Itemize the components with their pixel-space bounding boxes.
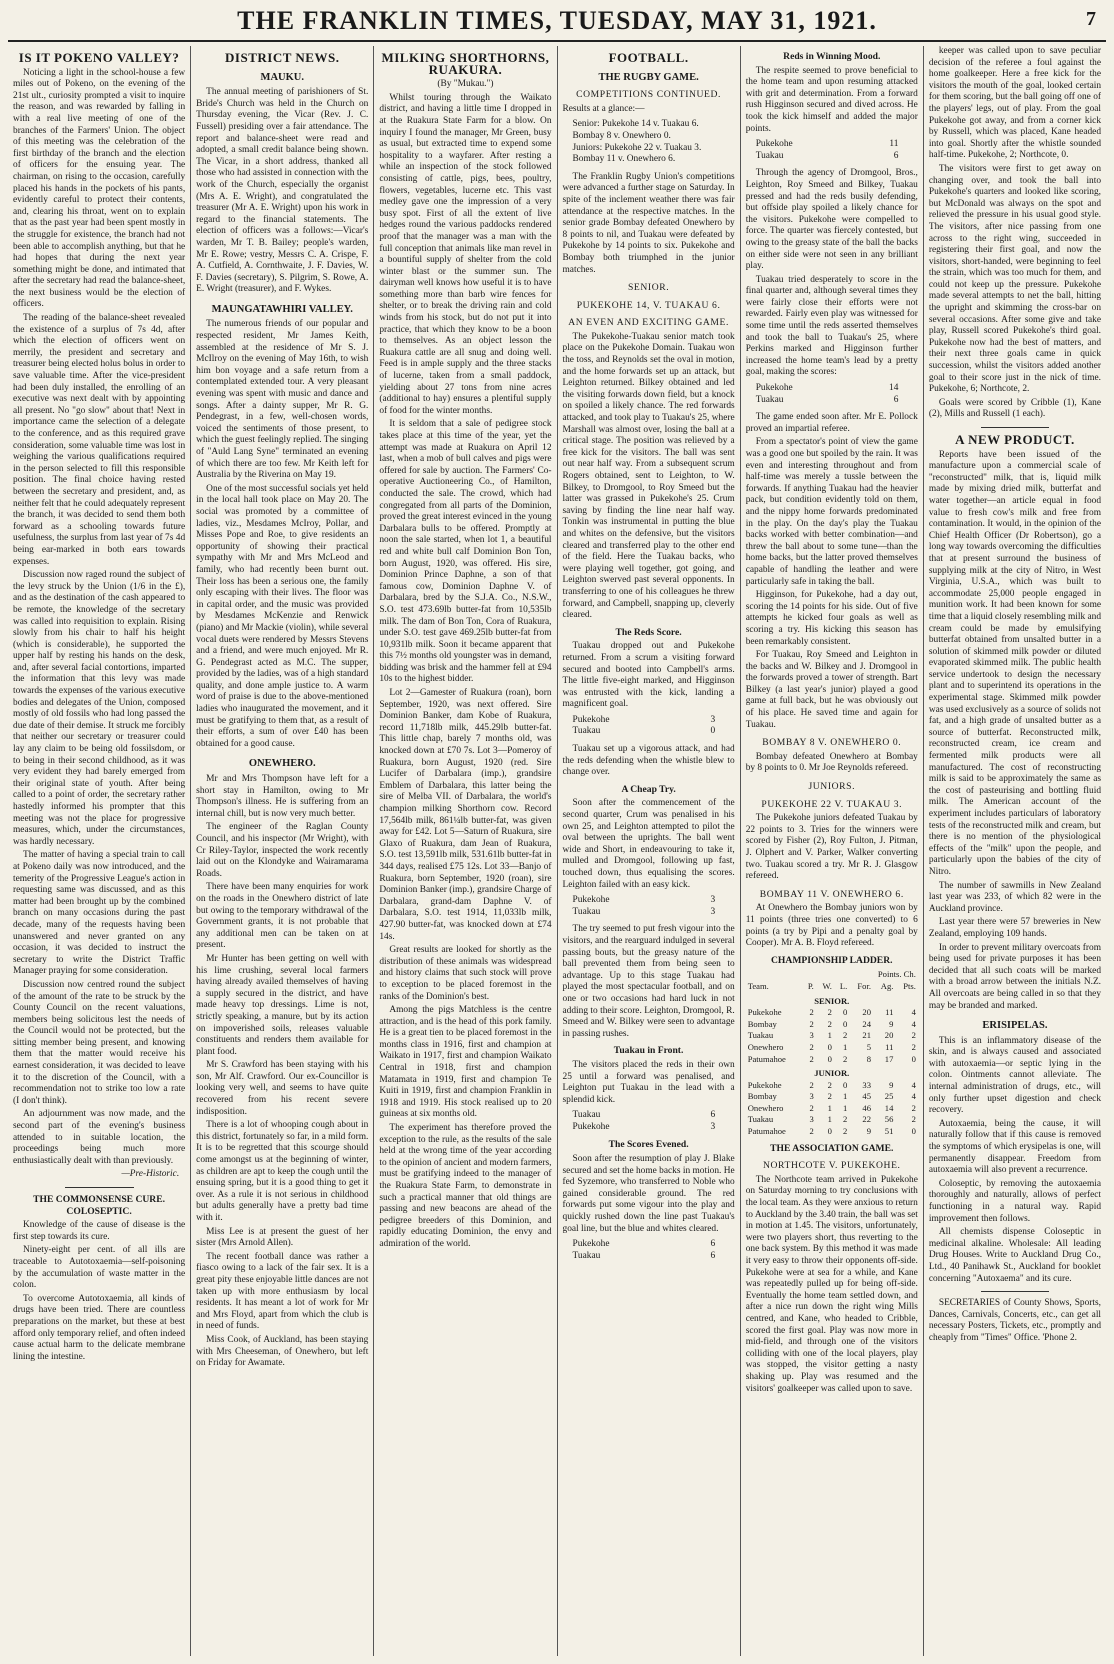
ladder-cell: 2: [843, 1030, 848, 1041]
score-block: [573, 715, 735, 738]
ladder-body: [746, 993, 918, 1138]
result-line: Bombay 8 v. Onewhero 0.: [572, 130, 671, 141]
paragraph: The reading of the balance-sheet revealed the existence of a surplus of 7s 4d, after which the election of officers went on merrily, the president and secretary and treasurer being elected holus bolus in order to save valuable time. After the vice-president had been duly installed, the enrolling of an executive was next dealt with by appointing all present. No "go slow" about that! Next in importance came the selection of a delegate to the conference, and as this required grave consideration, some valuable time was lost in weighing the various qualifications required in the person selected to fill this responsible position. The final choice having rested between the secretary and president, and, as neither felt that he could adequately represent the branch, it was decided to send them both forward as a schooling towards future usefulness, the surplus from last year of 7s 4d being ear-marked in both ears towards expenses.: [13, 313, 186, 567]
paragraph: To overcome Autotoxaemia, all kinds of drugs have been tried. There are countless preparations on the market, but these at best afford only temporary relief, and often indeed cause actual harm to the delicate membrane lining the intestine.: [13, 1293, 186, 1362]
ladder-cell: 2: [809, 1041, 814, 1052]
ladder-cell: 1: [843, 1091, 848, 1102]
score-line: [756, 383, 899, 395]
ladder-row: [746, 1091, 918, 1103]
section-subheading: SENIOR.: [627, 282, 670, 294]
paragraph: keeper was called upon to save peculiar decision of the referee a foul against the home goalkeeper. Here a free kick for the visitors the mouth of the goal, looked certain for them scoring, but the ball going off one of the players' legs, out of play. From the goal Pukekohe got away, and from a corner kick by Russell, which was placed, Kane headed into goal. Shortly after the whistle sounded half-time. Pukekohe, 2; Northcote, 0.: [928, 46, 1102, 161]
ladder-cell: 2: [911, 1114, 916, 1125]
ladder-cell: 4: [911, 1079, 916, 1090]
byline: (By "Mukau."): [437, 79, 494, 90]
ladder-cell: 2: [843, 1114, 848, 1125]
paragraph: The engineer of the Raglan County Council, and his inspector (Mr Wright), with Cr Riley-Taylor, inspected the work recently laid out on the Klondyke and Wairamarama Roads.: [196, 822, 369, 879]
masthead-title: THE FRANKLIN TIMES, TUESDAY, MAY 31, 1921.: [237, 6, 877, 35]
ladder-cell: 51: [884, 1126, 894, 1137]
score-points: 3: [710, 895, 716, 906]
score-line: [756, 139, 899, 151]
advert-heading: THE COMMONSENSE CURE. COLOSEPTIC.: [33, 1194, 166, 1217]
score-team: Pukekohe: [755, 139, 793, 150]
score-line: [756, 151, 899, 163]
ladder-cell: 0: [827, 1053, 832, 1064]
ladder-cell: 20: [862, 1007, 871, 1018]
paragraph: The number of sawmills in New Zealand last year was 233, of which 82 were in the Auckland province.: [928, 880, 1102, 914]
ladder-col-header: For.: [857, 980, 871, 991]
score-team: Tuakau: [755, 150, 784, 161]
score-team: Pukekohe: [572, 1239, 610, 1250]
column-6: [924, 46, 1106, 1656]
paragraph: Higginson, for Pukekohe, had a day out, scoring the 14 points for his side. Out of five attempts he kicked four goals as well as scoring a try. His kicking this season has been remarkably consistent.: [745, 590, 918, 647]
score-points: 6: [710, 1250, 716, 1261]
paragraph: Soon after the resumption of play J. Blake secured and set the home backs in motion. He fed Syzemore, who transferred to Noble who gained considerable ground. The red forwards put some vigour into the play and quickly rushed down the line past Tuakau's goal line, but the blue and whites cleared.: [562, 1154, 735, 1234]
crosshead: The Scores Evened.: [608, 1139, 689, 1151]
ladder-row: [746, 1019, 918, 1031]
paragraph: The annual meeting of parishioners of St. Bride's Church was held in the Church on Thursday evening, the Vicar (Rev. J. C. Fussell) presiding over a fair attendance. The report and balance-sheet were read and adopted, a small credit balance being shown. The Vicar, in a short address, thanked all those who had assisted in connection with the work of the Church, especially the organist (Mrs A. E. Wright), and congratulated the treasurer (Mr A. E. Wright) upon his work in regard to the financial statements. The election of officers was a follows:—Vicar's warden, Mr T. B. Bailey; people's warden, Mr E. Rowe; vestry, Messrs C. A. Crispe, F. A. Cutfield, A. Cornthwaite, J. F. Davies, W. F. Davies (secretary), S. Pilgrim, S. Rowe, A. E. Wright (treasurer), and F. Wykes.: [196, 87, 369, 295]
paragraph: Lot 2—Gamester of Ruakura (roan), born September, 1920, was next offered. Sire Dominion Banker, dam Kobe of Ruakura, record 11,718lb milk, 445.29lb butter-fat. This little chap, barely 7 months old, was knocked down at £70 7s. Lot 3—Pomeroy of Ruakura, born August, 1920 (red. Sire Lucifer of Darbalara (imp.), grandsire Emblem of Darbalara, this latter being the sire of Melba VII. of Darbalara, the world's champion milking Shorthorn cow. Record 17,564lb milk, 861¼lb butter-fat, was given away for £42. Lot 5—Saturn of Ruakura, sire Glaxo of Ruakura, dam Jean of Ruakura, S.O. test 13,591lb milk, 531.61lb butter-fat in 344 days, realised £75 12s. Lot 33—Banjo of Ruakura, born September, 1920 (roan), sire Dominion Banker (imp.), grandsire Charge of Darbalara, grand-dam Daphne V. of Darbalara, S.O. test 1914, 11,033lb milk, 427.90 butter-fat, was knocked down at £74 14s.: [379, 688, 552, 942]
score-points: 3: [710, 906, 716, 917]
match-heading: PUKEKOHE 14, V. TUAKAU 6.: [576, 299, 721, 311]
ladder-cell: 2: [809, 1102, 814, 1113]
paragraph: Through the agency of Dromgool, Bros., Leighton, Roy Smeed and Bilkey, Tuakau pressed and had the reds busily defending, but offside play spoiled a likely chance for the visitors. Pukekohe were compelled to force. The quarter was fiercely contested, but owing to the greasy state of the ball the backs on either side were not seen in any brilliant play.: [745, 168, 918, 272]
ladder-row: [746, 1030, 918, 1042]
ladder-cell: 1: [843, 1041, 848, 1052]
ladder-row: [746, 1103, 918, 1115]
score-line: [573, 1239, 716, 1251]
score-line: [756, 395, 899, 407]
ladder-col-header: Team.: [747, 980, 769, 991]
result-line: Bombay 11 v. Onewhero 6.: [572, 154, 676, 165]
ladder-cell: 4: [911, 1007, 916, 1018]
paragraph: The experiment has therefore proved the exception to the rule, as the results of the sale held at the wrong time of the year according to the opinion of ancient and modern farmers, must be gratifying indeed to the manager of the Ruakura State Farm, to demonstrate in such a practical manner that old things are passing and new beacons are ahead of the pedigree breeders of this Dominion, and rapidly educating Dominion, the envy and admiration of the world.: [379, 1123, 552, 1249]
score-points: 6: [893, 150, 899, 161]
score-line: [573, 907, 716, 919]
paragraph: All chemists dispense Coloseptic in medicinal alkaline. Wholesale: All leading Drug Houses. Write to Auckland Drug Co., Ltd., 40 Panihawk St., Auckland for booklet concerning "Autoxaema" and its cure.: [928, 1227, 1102, 1284]
ladder-cell: 0: [911, 1053, 916, 1064]
paragraph: The numerous friends of our popular and respected resident, Mr James Keith, assembled at the residence of Mr S. J. McIlroy on the evening of May 16th, to wish him bon voyage and a safe return from a contemplated extended tour. A very pleasant evening was spent with music and dance and songs. After a dainty supper, Mr R. G. Pendegrast, in a few, well-chosen words, voiced the sentiments of those present, to which the guest feelingly replied. The singing of "Auld Lang Syne" terminated an evening of which there are too few. Mr Keith left for Australia by the Riverina on May 19.: [196, 319, 369, 481]
ladder-cell: 2: [827, 1018, 832, 1029]
paragraph: There is a lot of whooping cough about in this district, fortunately so far, in a mild form. It is to be regretted that this scourge should come amongst us at the beginning of winter, as children are apt to keep the cough until the ensuing spring, but it is a good thing to get it over. As a rule it is not serious in childhood but adults generally have a pretty bad time with it.: [196, 1120, 369, 1223]
paragraph: This is an inflammatory disease of the skin, and is always caused and associated with autoxaemia—or septic lying in the colon. Ointments cannot alleviate. The internal administration of drugs, etc., will only further upset digestion and check recovery.: [928, 1035, 1102, 1116]
paragraph: Noticing a light in the school-house a few miles out of Pokeno, on the evening of the 21st ult., curiosity prompted a visit to inquire the reason, and was rewarded by falling in with a real live meeting of one of the branches of the Farmers' Union. The object of this meeting was the celebration of the first birthday of the branch and the election of officers for the ensuing year. The chairman, on rising to the occasion, carefully placed his hands in the pockets of his pants, evidently careful to protect their contents, and, clearing his throat, went on to explain that as the past year had been spent mostly in the struggle for existence, the branch had not been able to accomplish anything, but that he had hopes that during the next year something might be done, and intimated that after the secretary had read the balance-sheet, the next business would be the election of officers.: [13, 67, 186, 310]
ladder-group-label: JUNIOR.: [814, 1068, 850, 1079]
ladder-row: [746, 1042, 918, 1054]
ladder-cell: 2: [809, 1126, 814, 1137]
page-number: 7: [1086, 8, 1096, 30]
article-heading: DISTRICT NEWS.: [225, 50, 340, 65]
paragraph: Bombay defeated Onewhero at Bombay by 8 points to 0. Mr Joe Reynolds refereed.: [745, 751, 918, 774]
paragraph: Last year there were 57 breweries in New Zealand, employing 109 hands.: [928, 917, 1102, 939]
ladder-cell: 2: [911, 1030, 916, 1041]
paragraph: The visitors placed the reds in their own 25 until a forward was penalised, and Leighton put Tuakau in the lead with a splendid kick.: [562, 1059, 735, 1105]
paragraph: Tuakau tried desperately to score in the final quarter and, although several times they were fairly close their efforts were not rewarded. Fairly even play was witnessed for some time until the reds asserted themselves and took the ball to Tuakau's 25, where Perkins marked and Higginson further increased the home team's lead by a pretty goal, making the scores:: [745, 274, 918, 378]
score-line: [573, 726, 716, 738]
paragraph: Coloseptic, by removing the autoxaemia thoroughly and naturally, allows of perfect functioning in a natural way. Rapid improvement then follows.: [928, 1178, 1102, 1224]
column-2: [191, 46, 374, 1656]
masthead: [8, 6, 1106, 42]
ladder-cell: Pukekohe: [747, 1007, 782, 1018]
paragraph: The Pukekohe juniors defeated Tuakau by 22 points to 3. Tries for the winners were scored by Fisher (2), Roy Fulton, J. Pitman, J. Olphert and V. Parker, Walker converting two. Tuakau scored a try. Mr R. J. Glasgow refereed.: [745, 813, 918, 882]
ladder-col-header: W.: [822, 980, 832, 991]
ladder-cell: 1: [827, 1114, 832, 1125]
paragraph: Mr S. Crawford has been staying with his son, Mr Alf. Crawford. Our ex-Councillor is looking very well, and seems to have quite recovered from his recent severe indisposition.: [196, 1060, 369, 1117]
ladder-cell: 2: [809, 1007, 814, 1018]
ladder-cell: Tuakau: [747, 1030, 774, 1041]
score-team: Pukekohe: [755, 383, 793, 394]
score-team: Tuakau: [572, 1110, 601, 1121]
paragraph: Whilst touring through the Waikato district, and having a little time I dropped in at the Ruakura State Farm for a blow. On inquiry I found the manager, Mr Green, busy as usual, but extracted time to expend some hospitality to a wayfarer. After resting a while an inspection of the stock followed consisting of cattle, pigs, bees, poultry, flowers, vegetables, lucerne etc. This vast medley gave one the impression of a very busy spot. First of all the extent of live hedges round the various paddocks rendered proof that the manager was a man with the full conception that animals like man revel in a bountiful supply of shelter from the cold winter blast or the summer sun. The dairyman well knows how useful it is to have something more than barb wire fences for shelter, or to break the driving rain and cold winds from his stock, but do not put it into practice, that which they know to be a boon to themselves. As an object lesson the Ruakura cattle are all snug and doing well. Feed is in ample supply and the three stacks of lucerne, taken from a small paddock, yielding about 27 tons from nine acres (additional to hay) ensures a plentiful supply of food for the winter months.: [379, 92, 552, 416]
score-points: 14: [889, 383, 899, 394]
result-line: Senior: Pukekohe 14 v. Tuakau 6.: [572, 119, 699, 130]
score-points: 6: [710, 1110, 716, 1121]
paragraph: Miss Cook, of Auckland, has been staying with Mrs Cheeseman, of Onewhero, but left on Friday for Awamate.: [196, 1334, 369, 1369]
score-line: [573, 1122, 716, 1134]
paragraph: Reports have been issued of the manufacture upon a commercial scale of "reconstructed" milk, that is, liquid milk made by mixing dried milk, butterfat and water together—an article equal in food value to fresh cow's milk and free from contamination. It would, in the opinion of the Chief Health Officer (Dr Robertson), go a long way towards overcoming the difficulties that at present surround the business of supplying milk at the city of Nitro, in West Virginia, U.S.A., which was built to accommodate 25,000 people engaged in munition work. It had been known for some time that a liquid closely resembling milk and cream could be made by emulsifying butterfat obtained from unsalted butter in a solution of skimmed milk powder or diluted evaporated skimmed milk. The public health service undertook to design the necessary plant and to superintend its operations in the experimental stage. Skimmed milk powder was used exclusively as a source of solids not fat, and a high grade of unsalted butter as a source of butterfat. Reconstructed milk, reconstructed cream, ice cream and fermented milk products were all manufactured. The cost of reconstructing milk is said to be approximately the same as the cost of pasteurising and bottling fluid milk. The American account of the experiment includes particulars of laboratory tests of the reconstructed milk and cream, but there is no mention of the physiological effects of the "milk" upon the people, and particularly upon the babies of the city of Nitro.: [928, 449, 1102, 877]
paragraph: At Onewhero the Bombay juniors won by 11 points (three tries one converted) to 6 points (a try by Pipi and a penalty goal by Cooper). Mr A. B. Floyd refereed.: [745, 903, 918, 949]
ladder-row: [746, 1054, 918, 1066]
ladder-cell: 3: [809, 1030, 814, 1041]
column-3: [374, 46, 557, 1656]
paragraph: Great results are looked for shortly as the distribution of these animals was widespread and history claims that such stock will prove to exception to be placed foremost in the ranks of the Dominion's best.: [379, 945, 552, 1002]
paragraph: There have been many enquiries for work on the roads in the Onewhero district of late but owing to the temporary withdrawal of the Government grants, it is not probable that any additional men can be taken on at present.: [196, 882, 369, 951]
column-4: [558, 46, 741, 1656]
score-points: 11: [889, 139, 899, 150]
advert-heading: ERISIPELAS.: [982, 1020, 1048, 1032]
ladder-cell: Patumahoe: [747, 1053, 786, 1064]
ladder-row: [746, 1080, 918, 1092]
divider: [981, 1291, 1050, 1292]
ladder-cell: 4: [911, 1091, 916, 1102]
ladder-cell: Bombay: [747, 1091, 777, 1102]
section-heading: THE ASSOCIATION GAME.: [770, 1142, 894, 1154]
paragraph: From a spectator's point of view the game was a good one but spoiled by the rain. It was even and interesting throughout and from half-time was merely a tussle between the forwards. If anything Tuakau had the heavier pack, but condition evidently told on them, and the nippy home forwards predominated in the play. On the day's play the Tuakau backs worked with better combination—and threw the ball about to some tune—than the home backs, but the latter proved themselves capable of handling the leather and were particularly safe in taking the ball.: [745, 437, 918, 587]
paragraph: Miss Lee is at present the guest of her sister (Mrs Arnold Allen).: [196, 1226, 369, 1249]
ladder-cell: 3: [809, 1114, 814, 1125]
ladder-cell: 2: [827, 1079, 832, 1090]
ladder-cell: 14: [884, 1102, 894, 1113]
score-team: Tuakau: [755, 394, 784, 405]
paragraph: One of the most successful socials yet held in the local hall took place on May 20. The social was promoted by a committee of ladies, viz., Mesdames McIroy, Pollar, and Misses Pope and Roe, to give residents an opportunity of showing their practical sympathy with Mr and Mrs McLeod and family, who had recently been burnt out. Their loss has been a serious one, the family only escaping with their lives. The floor was in capital order, and the music was provided by Mesdames McKenzie and Renwick (piano) and Mr Mackie (violin), while several vocal duets were rendered by Messrs Stevens and a friend, and were much enjoyed. Mr R. G. Pendegrast acted as M.C. The supper, provided by the ladies, was of a high standard quality, and done ample justice to. A warm word of praise is due to the above-mentioned ladies who inaugurated the movement, and it must be gratifying to them that, as a result of their efforts, a sum of over £40 has been obtained for a good cause.: [196, 483, 369, 749]
score-points: 3: [710, 1121, 716, 1132]
result-line: Juniors: Pukekohe 22 v. Tuakau 3.: [572, 142, 702, 153]
article-heading: MILKING SHORTHORNS, RUAKURA.: [381, 50, 550, 77]
paragraph: Discussion now raged round the subject of the levy struck by the Union (1/6 in the £), and as the destination of the cash appeared to be remote, the knowledge of the secretary was called into requisition to explain. Rising slowly from his chair to half his height (which is considerable), he supported the upper half by resting his hands on the desk, and, after several facial contortions, imparted the information that this levy was made towards the expenses of the various executive bodies and delegates of the Union, composed mostly of old fossils who had long passed the due date of their demise. It struck me forcibly that neither our secretary or treasurer could lay any claim to be being old fossilsdom, or to being in their second childhood, as it was very evident they had barely emerged from their original state of youth. After being called to a point of order, the secretary rather hastedly informed his prompter that this meeting was not the place for progressive measures, which, under the circumstances, was hardly necessary.: [13, 570, 186, 847]
paragraph: Tuakau dropped out and Pukekohe returned. From a scrum a visiting forward secured and booted into Campbell's arms. The little five-eight marked, and Higginson was entrusted with the kick, landing a magnificent goal.: [562, 641, 735, 710]
section-heading: MAUNGATAWHIRI VALLEY.: [211, 303, 353, 315]
crosshead: A Cheap Try.: [621, 783, 676, 795]
ladder-caption-row: [746, 969, 918, 981]
section-subheading: JUNIORS.: [808, 781, 856, 793]
score-team: Pukekohe: [572, 1121, 610, 1132]
score-line: [573, 895, 716, 907]
match-heading: BOMBAY 8 V. ONEWHERO 0.: [762, 737, 902, 749]
crosshead: The Reds Score.: [615, 626, 682, 638]
column-1: [8, 46, 191, 1656]
ladder-cell: 2: [911, 1102, 916, 1113]
match-heading: BOMBAY 11 V. ONEWHERO 6.: [759, 888, 904, 900]
ladder-cell: Onewhero: [747, 1102, 784, 1113]
ladder-cell: 0: [911, 1126, 916, 1137]
ladder-cell: 2: [827, 1091, 832, 1102]
score-block: [756, 383, 918, 406]
paragraph: The matter of having a special train to call at Pokeno daily was now introduced, and the temerity of the Progressive League's action in requesting same was discussed, and as this matter had been brought up by the combined branch on many occasions during the past decade, many of the requests having been unanswered and never granted on any occasion, it was decided to instruct the secretary to write the District Traffic Manager praying for some consideration.: [13, 850, 186, 977]
ladder-cell: 2: [809, 1018, 814, 1029]
ladder-cell: 0: [827, 1041, 832, 1052]
paragraph: The Franklin Rugby Union's competitions were advanced a further stage on Saturday. In spite of the inclement weather there was fair attendance at the respective matches. In the senior grade Bombay defeated Onewhero by 8 points to nil, and Tuakau were defeated by Pukekohe by 14 points to six. Pukekohe and Bombay both triumphed in the junior matches.: [562, 171, 735, 275]
paragraph: Mr Hunter has been getting on well with his lime crushing, several local farmers having already availed themselves of having a supply secured in the district, and have made heavy top dressings. Lime is not, strictly speaking, a manure, but by its action on impoverished soils, releases valuable constituents and renders them available for plant food.: [196, 953, 369, 1057]
ladder-cell: 1: [827, 1102, 832, 1113]
ladder-cell: 20: [884, 1030, 894, 1041]
results-intro: Results at a glance:—: [562, 103, 645, 114]
paragraph: Goals were scored by Cribble (1), Kane (2), Mills and Russell (1 each).: [928, 397, 1102, 420]
ladder-cell: 9: [866, 1126, 871, 1137]
crosshead: Reds in Winning Mood.: [783, 51, 881, 62]
ladder-row: [746, 1114, 918, 1126]
ladder-cell: Bombay: [747, 1018, 777, 1029]
ladder-cell: 45: [862, 1091, 871, 1102]
paragraph: An adjournment was now made, and the second part of the evening's business attended to in suitable location, the proceedings being much more enthusiastically dealt with than previously.: [13, 1109, 186, 1166]
divider: [65, 1187, 134, 1188]
article-heading: A NEW PRODUCT.: [955, 432, 1075, 447]
ladder-cell: 9: [889, 1018, 894, 1029]
score-team: Tuakau: [572, 1250, 601, 1261]
ladder-cell: 11: [885, 1041, 894, 1052]
article-heading: IS IT POKENO VALLEY?: [18, 50, 180, 65]
section-subheading: COMPETITIONS CONTINUED.: [576, 89, 722, 101]
score-line: [573, 1110, 716, 1122]
classified-ad: SECRETARIES of County Shows, Sports, Dances, Carnivals, Concerts, etc., can get all necessary Posters, Tickets, etc., promptly and cheaply from "Times" Office. 'Phone 2.: [928, 1298, 1102, 1343]
ladder-group-row: [746, 993, 918, 1008]
ladder-cell: 2: [911, 1041, 916, 1052]
match-subheading: AN EVEN AND EXCITING GAME.: [568, 317, 730, 329]
ladder-cell: 22: [862, 1114, 871, 1125]
ladder-group-row: [746, 1065, 918, 1080]
ladder-caption: Points. Ch.: [877, 969, 916, 980]
paragraph: In order to prevent military overcoats from being used for private purposes it has been decided that all such coats will be marked with a broad arrow between the initials N.Z. All overcoats are being called in so that they may be branded and marked.: [928, 942, 1102, 1011]
section-heading: ONEWHERO.: [248, 758, 316, 770]
ladder-cell: 8: [866, 1053, 871, 1064]
ladder-col-header: Ag.: [880, 980, 894, 991]
ladder-cell: 0: [827, 1126, 832, 1137]
section-heading: THE RUGBY GAME.: [598, 71, 699, 83]
paragraph: Soon after the commencement of the second quarter, Crum was penalised in his own 25, and Leighton attempted to pilot the oval between the uprights. The ball went wide and Short, in endeavouring to take it, mulled and Dromgool, following up fast, touched down, thus equalising the scores. Leighton failed with an easy kick.: [562, 798, 735, 890]
ladder-col-header: P.: [807, 980, 814, 991]
ladder-cell: 2: [843, 1053, 848, 1064]
ladder-heading: CHAMPIONSHIP LADDER.: [771, 954, 893, 966]
paragraph: Tuakau set up a vigorous attack, and had the reds defending when the whistle blew to change over.: [562, 744, 735, 778]
ladder-cell: 56: [884, 1114, 894, 1125]
ladder-group-label: SENIOR.: [814, 995, 850, 1006]
section-heading: MAUKU.: [260, 71, 304, 83]
paragraph: The Pukekohe-Tuakau senior match took place on the Pukekohe Domain. Tuakau won the toss, and Reynolds set the oval in motion, and the home forwards set up an attack, but Leighton returned. Bilkey obtained and led the visiting forwards down field, but a knock on spoiled a likely chance. The red forwards attacked, and took play to Tuakau's 25, where Marshall was almost over, losing the ball at a critical stage. The position was relieved by a free kick for the visitors. The ball was sent out near half way. From a subsequent scrum Rogers obtained, sent to Leighton, to W. Bilkey, to Dromgool, to Roy Smeed but the latter was grassed in Pukekohe's 25. Crum saving by finding the line near half way. Tonkin was instrumental in putting the blue and whites on the defensive, but the visitors cleared and transferred play to the other end of the field. Here the Tuakau backs, who were playing well together, got going, and Leighton swerved past several opponents. In transferring to one of his colleagues he threw forward, and Campbell, snapping up, cleverly cleared.: [562, 331, 735, 621]
score-team: Tuakau: [572, 726, 601, 737]
columns: [8, 46, 1106, 1656]
ladder-cell: 0: [843, 1018, 848, 1029]
crosshead: Tuakau in Front.: [613, 1045, 684, 1057]
ladder-cell: 4: [911, 1018, 916, 1029]
score-line: [573, 715, 716, 727]
paragraph: Among the pigs Matchless is the centre attraction, and is the head of this pork family. He is a great tien to be placed foremost in the months class in 1916, first and champion at Waikato in 1917, first and champion Waikato Central in 1918, first and champion Matamata in 1919, first and champion Te Kuiti in 1919, first and champion Franklin in 1918 and 1919. His stock realised up to 20 guineas at six months old.: [379, 1005, 552, 1120]
score-block: [573, 1239, 735, 1262]
paragraph: Mr and Mrs Thompson have left for a short stay in Hamilton, owing to Mr Thompson's illness. He is suffering from an internal chill, but is now very much better.: [196, 774, 369, 819]
ladder-cell: 2: [843, 1126, 848, 1137]
ladder-cell: 24: [862, 1018, 871, 1029]
paragraph: For Tuakau, Roy Smeed and Leighton in the backs and W. Bilkey and J. Dromgool in the forwards proved a tower of strength. Bart Bilkey (a last year's junior) played a good game at full back, but he was obviously out of his place. He saved time and again for Tuakau.: [745, 650, 918, 730]
score-points: 3: [710, 714, 716, 725]
ladder-col-header: L.: [839, 980, 848, 991]
paragraph: Ninety-eight per cent. of all ills are traceable to Autotoxaemia—self-poisoning by the accumulation of waste matter in the colon.: [13, 1245, 186, 1291]
ladder-col-header: Pts.: [903, 980, 916, 991]
paragraph: The visitors were first to get away on changing over, and took the ball into Pukekohe's quarters and looked like scoring, but McDonald was always on the spot and relieved the pressure in his usual good style. The visitors, after nice passing from one across to the right wing, succeeded in registering their first goal, and now the visitors, short-handed, were beginning to feel the strain, which was too much for them, and could not keep up the pressure. Pukekohe made several attempts to net the ball, hitting the upright and skimming the cross-bar on several occasions. After some give and take play, Russell scored Pukekohe's third goal. Pukekohe now had the best of matters, and their next three goals came in quick succession, whilst the visitors added another goal to their score just in the nick of time. Pukekohe, 6; Northcote, 2.: [928, 163, 1102, 395]
score-block: [756, 139, 918, 162]
ladder-cell: 1: [843, 1102, 848, 1113]
score-block: [573, 1110, 735, 1133]
ladder-cell: 0: [843, 1079, 848, 1090]
ladder-cell: 11: [885, 1007, 894, 1018]
ladder-cell: Pukekohe: [747, 1079, 782, 1090]
ladder-cell: 2: [809, 1079, 814, 1090]
ladder-cell: Tuakau: [747, 1114, 774, 1125]
score-points: 6: [710, 1239, 716, 1250]
ladder-cell: 9: [889, 1079, 894, 1090]
championship-ladder: [746, 969, 918, 1137]
score-team: Pukekohe: [572, 895, 610, 906]
ladder-cell: 0: [843, 1007, 848, 1018]
results-list: [573, 119, 735, 165]
divider: [981, 427, 1050, 428]
paragraph: Discussion now centred round the subject of the amount of the rate to be struck by the County Council on the recent valuations, members being solicitous lest the needs of the Council would not be protected, but the sitting member being present, and knowing them that the matter would receive his earnest consideration, it was decided to leave it to the discretion of the Council, with a recommendation not to strike too low a rate (I don't think).: [13, 979, 186, 1106]
ladder-cell: Onewhero: [747, 1041, 784, 1052]
paragraph: It is seldom that a sale of pedigree stock takes place at this time of the year, yet the attempt was made at Ruakura on April 12 last, when a mob of bull calves and pigs were offered for sale by auction. The Farmers' Co-operative Auctioneering Co., of Hamilton, conducted the sale. The crowd, which had congregated from all parts of the Dominion, proved the great interest evinced in the young Darbalara bulls to be offered. Promptly at noon the sale started, when lot 1, a beautiful red and white bull calf Dominion Bon Ton, born August, 1920, was offered. His sire, Dominion Prince Daphne, a son of that famous cow, Dominion Daphne V. of Darbalara, bred by the S.J.A. Co., N.S.W., S.O. test 473.69lb butter-fat from 10,535lb milk. The dam of Bon Ton, Cora of Ruakura, under S.O. test gave 469.25lb butter-fat from 10,931lb milk. Soon it became apparent that this 7½ months old youngster was in demand, bidding was brisk and the hammer fell at £94 10s to the highest bidder.: [379, 419, 552, 685]
ladder-cell: 46: [862, 1102, 871, 1113]
match-heading: NORTHCOTE V. PUKEKOHE.: [763, 1160, 901, 1172]
ladder-cell: 2: [809, 1053, 814, 1064]
paragraph: The Northcote team arrived in Pukekohe on Saturday morning to try conclusions with the local team. As they were anxious to return to Auckland by the 3.40 train, the ball was set in motion at 1.45. The visitors, unfortunately, were two players short, thus reverting to the one back system. By this method it was made it very easy to throw their opponents off-side. Pukekohe were at sea for a while, and Kane was repeatedly pulled up for being off-side. Eventually the home team settled down, and after a nice run down the right wing Mills centred, and Kane, who headed to Cribble, scored the first goal. Play was now more in mid-field, and through one of the visitors colliding with one of the local players, play was stopped, the visitor getting a nasty shaking up. Play was resumed and the visitors' goalkeeper was called upon to save.: [745, 1174, 918, 1394]
paragraph: The respite seemed to prove beneficial to the home team and upon resuming attacked with grit and determination. From a forward rush Higginson secured and dived across. He took the kick himself and added the major points.: [745, 65, 918, 134]
signature: —Pre-Historic.: [121, 1169, 180, 1180]
score-team: Pukekohe: [572, 714, 610, 725]
paragraph: Knowledge of the cause of disease is the first step towards its cure.: [13, 1220, 186, 1242]
score-points: 0: [710, 726, 716, 737]
score-points: 6: [893, 394, 899, 405]
ladder-cell: 1: [827, 1030, 832, 1041]
column-5: [741, 46, 924, 1656]
ladder-cell: 25: [884, 1091, 894, 1102]
ladder-cell: 2: [827, 1007, 832, 1018]
score-block: [573, 895, 735, 918]
ladder-row: [746, 1126, 918, 1138]
paragraph: The game ended soon after. Mr E. Pollock proved an impartial referee.: [745, 412, 918, 434]
article-heading: FOOTBALL.: [608, 50, 689, 65]
match-heading: PUKEKOHE 22 V. TUAKAU 3.: [761, 798, 903, 810]
ladder-cell: 17: [884, 1053, 894, 1064]
ladder-cell: 3: [809, 1091, 814, 1102]
ladder-cell: 21: [862, 1030, 871, 1041]
ladder-row: [746, 1007, 918, 1019]
ladder-header-row: [746, 981, 918, 993]
paragraph: The recent football dance was rather a fiasco owing to a lack of the fair sex. It is a great pity these enjoyable little dances are not taken up with more enthusiasm by local residents. It has meant a lot of work for Mr and Mrs Floyd, apart from which the club is in need of funds.: [196, 1251, 369, 1332]
paragraph: Autoxaemia, being the cause, it will naturally follow that if this cause is removed the symptoms of which erysipelas is one, will permanently disappear. Freedom from autoxaemia will also prevent a recurrence.: [928, 1118, 1102, 1176]
ladder-cell: 33: [862, 1079, 871, 1090]
ladder-cell: 5: [866, 1041, 871, 1052]
paragraph: The try seemed to put fresh vigour into the visitors, and the rearguard indulged in several passing bouts, but the greasy nature of the ball prevented them from being seen to advantage. Up to this stage Tuakau had played the most spectacular football, and on one or two occasions had hard luck in not adding to their score. Leighton, Dromgool, R. Smeed and W. Bilkey were seen to advantage in passing rushes.: [562, 924, 735, 1039]
ladder-cell: Patumahoe: [747, 1126, 786, 1137]
score-team: Tuakau: [572, 906, 601, 917]
score-line: [573, 1251, 716, 1263]
